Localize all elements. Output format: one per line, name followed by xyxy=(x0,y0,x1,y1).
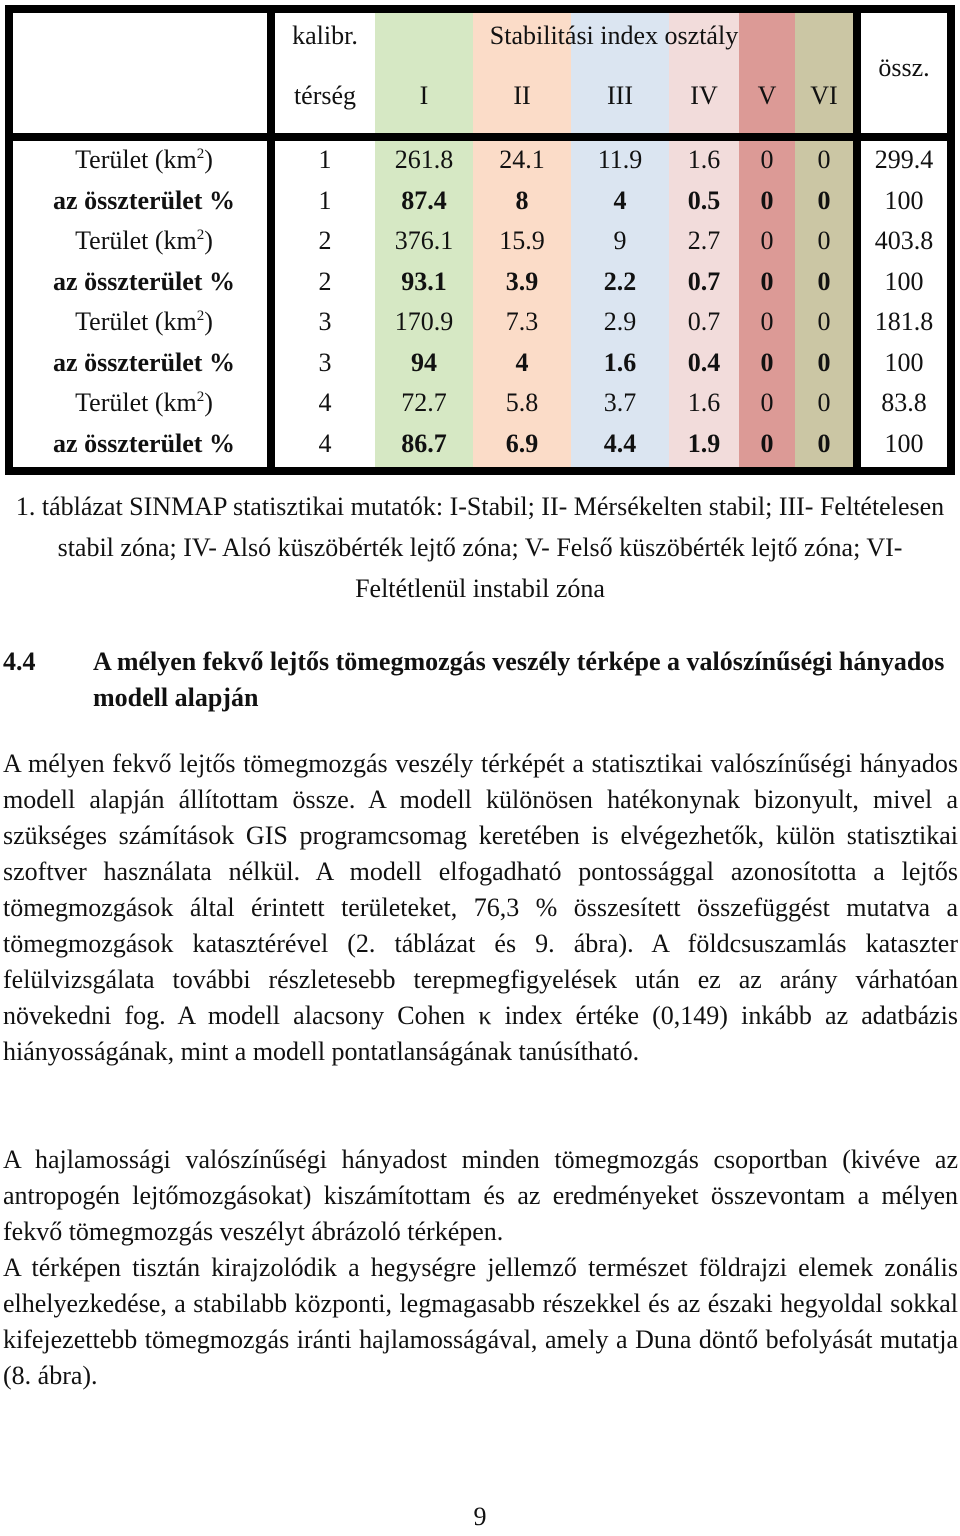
table-cell-total: 100 xyxy=(884,266,924,296)
table-cell-class-2: 15.9 xyxy=(499,226,545,255)
table-cell-class-4: 0.4 xyxy=(687,347,721,377)
table-caption: 1. táblázat SINMAP statisztikai mutatók: I-Stabil; II- Mérsékelten stabil; III- Feltételesen stabil zóna; IV- Alsó küszöbérték lejtő zóna; V- Felső küszöbérték lejtő zóna; VI- Feltétlenül instabil zóna xyxy=(15,492,945,603)
table-cell-class-4: 1.6 xyxy=(687,145,721,174)
header-kalibr: kalibr. xyxy=(292,21,358,50)
table-cell-class-3: 11.9 xyxy=(597,145,643,174)
table-cell-class-5: 0 xyxy=(760,185,774,215)
table-cell-class-5: 0 xyxy=(760,226,774,255)
table-cell-class-2: 3.9 xyxy=(505,266,539,296)
table-cell-class-2: 7.3 xyxy=(505,307,539,336)
table-row-label: Terület $(km^2)$ xyxy=(75,307,213,336)
table-cell-class-6: 0 xyxy=(817,307,831,336)
table-cell-class-2: 5.8 xyxy=(505,388,539,417)
table-cell-total: 100 xyxy=(884,185,924,215)
table-row-label: Terület $(km^2)$ xyxy=(75,388,213,417)
table-row-label: Terület $(km^2)$ xyxy=(75,226,213,255)
table-cell-class-5: 0 xyxy=(760,266,774,296)
table-cell-class-1: 93.1 xyxy=(401,266,447,296)
header-terseg: térség xyxy=(293,81,357,110)
table-cell-class-2: 24.1 xyxy=(499,145,545,174)
paragraph-2: A hajlamossági valószínűségi hányadost minden tömegmozgás csoportban (kivéve az antropogén lejtőmozgásokat) kiszámítottam és az eredményeket összevontam a mélyen fekvő tömegmozgás veszélyt ábrázoló térképen. xyxy=(3,1145,958,1246)
superscript: 2 xyxy=(196,227,205,243)
table-cell-class-3: 1.6 xyxy=(603,347,637,377)
table-row-label: az összterület % xyxy=(53,428,235,458)
table-cell-terseg: 2 xyxy=(318,266,332,296)
table-cell-class-2: 4 xyxy=(515,347,529,377)
table-cell-class-1: 261.8 xyxy=(394,145,454,174)
table-divider-vertical xyxy=(853,13,861,467)
page-number: 9 xyxy=(473,1502,487,1531)
table-body xyxy=(13,13,947,467)
superscript: 2 xyxy=(196,389,205,405)
table-cell-class-1: 94 xyxy=(411,347,437,377)
section-number: 4.4 xyxy=(3,647,36,676)
table-cell-class-4: 0.5 xyxy=(687,185,721,215)
table-cell-total: 299.4 xyxy=(874,145,934,174)
table-cell-terseg: 4 xyxy=(318,388,332,417)
table-cell-terseg: 1 xyxy=(318,145,332,174)
table-cell-total: 100 xyxy=(884,347,924,377)
table-cell-class-6: 0 xyxy=(817,266,831,296)
table-cell-class-5: 0 xyxy=(760,145,774,174)
table-cell-terseg: 2 xyxy=(318,226,332,255)
table-cell-class-1: 72.7 xyxy=(401,388,447,417)
table-cell-total: 100 xyxy=(884,428,924,458)
table-cell-class-1: 86.7 xyxy=(401,428,447,458)
table-cell-class-3: 4 xyxy=(613,185,627,215)
table-cell-class-4: 0.7 xyxy=(687,307,721,336)
table-cell-class-3: 2.2 xyxy=(603,266,637,296)
table-cell-class-5: 0 xyxy=(760,388,774,417)
table-cell-total: 181.8 xyxy=(874,307,934,336)
table-cell-class-5: 0 xyxy=(760,428,774,458)
table-cell-terseg: 4 xyxy=(318,428,332,458)
table-cell-class-6: 0 xyxy=(817,347,831,377)
table-row-label: Terület $(km^2)$ xyxy=(75,145,213,174)
superscript: 2 xyxy=(196,146,205,162)
table-cell-total: 403.8 xyxy=(874,226,934,255)
table-cell-class-3: 4.4 xyxy=(603,428,637,458)
table-cell-class-5: 0 xyxy=(760,347,774,377)
table-cell-class-1: 87.4 xyxy=(401,185,447,215)
header-class-3: III xyxy=(607,81,633,110)
table-cell-class-6: 0 xyxy=(817,428,831,458)
table-cell-class-3: 3.7 xyxy=(603,388,637,417)
header-class-1: I xyxy=(419,81,429,110)
table-cell-class-4: 0.7 xyxy=(687,266,721,296)
table-row-label: az összterület % xyxy=(53,185,235,215)
table-row-label: az összterület % xyxy=(53,266,235,296)
table-cell-class-4: 1.9 xyxy=(687,428,721,458)
table-cell-class-1: 376.1 xyxy=(394,226,454,255)
table-cell-class-4: 1.6 xyxy=(687,388,721,417)
table-cell-class-6: 0 xyxy=(817,145,831,174)
table-row-label: az összterület % xyxy=(53,347,235,377)
table-cell-class-4: 2.7 xyxy=(687,226,721,255)
stability-table xyxy=(5,5,955,475)
header-class-2: II xyxy=(513,81,531,110)
table-cell-terseg: 3 xyxy=(318,307,332,336)
table-cell-class-1: 170.9 xyxy=(394,307,454,336)
table-cell-terseg: 3 xyxy=(318,347,332,377)
header-class-4: IV xyxy=(690,81,718,110)
table-cell-terseg: 1 xyxy=(318,185,332,215)
table-divider-horizontal xyxy=(13,133,947,141)
header-ossz: össz. xyxy=(878,53,930,82)
section-title: A mélyen fekvő lejtős tömegmozgás veszély térképe a valószínűségi hányados modell alapján xyxy=(93,647,945,712)
table-cell-total: 83.8 xyxy=(881,388,927,417)
table-cell-class-5: 0 xyxy=(760,307,774,336)
paragraph-3: A térképen tisztán kirajzolódik a hegységre jellemző természet földrajzi elemek zonális elhelyezkedése, a stabilabb központi, legmagasabb részekkel és az északi hegyoldal sokkal kifejezettebb tömegmozgás iránti hajlamosságával, amely a Duna döntő befolyását mutatja (8. ábra). xyxy=(3,1253,958,1390)
paragraph-1: A mélyen fekvő lejtős tömegmozgás veszély térképét a statisztikai valószínűségi hányados modell alapján állítottam össze. A modell különösen hatékonynak bizonyult, mivel a szükséges számítások GIS programcsomag keretében is elvégezhetők, külön statisztikai szoftver használata nélkül. A modell elfogadható pontossággal azonosította a lejtős tömegmozgások által érintett területeket, 76,3 % összesített összefüggést mutatva a tömegmozgások katasztérével (2. táblázat és 9. ábra). A földcsuszamlás kataszter felülvizsgálata további részletesebb terepmegfigyelések után ez az arány várhatóan növekedni fog. A modell alacsony Cohen κ index értéke (0,149) inkább az adatbázis hiányosságának, mint a modell pontatlanságának tanúsítható. xyxy=(3,749,958,1066)
superscript: 2 xyxy=(196,308,205,324)
table-cell-class-2: 8 xyxy=(515,185,529,215)
table-cell-class-6: 0 xyxy=(817,388,831,417)
table-cell-class-6: 0 xyxy=(817,185,831,215)
table-cell-class-2: 6.9 xyxy=(505,428,539,458)
table-cell-class-6: 0 xyxy=(817,226,831,255)
header-group: Stabilitási index osztály xyxy=(489,21,739,50)
table-cell-class-3: 2.9 xyxy=(603,307,637,336)
header-class-5: V xyxy=(757,81,777,110)
header-class-6: VI xyxy=(810,81,838,110)
table-cell-class-3: 9 xyxy=(613,226,627,255)
